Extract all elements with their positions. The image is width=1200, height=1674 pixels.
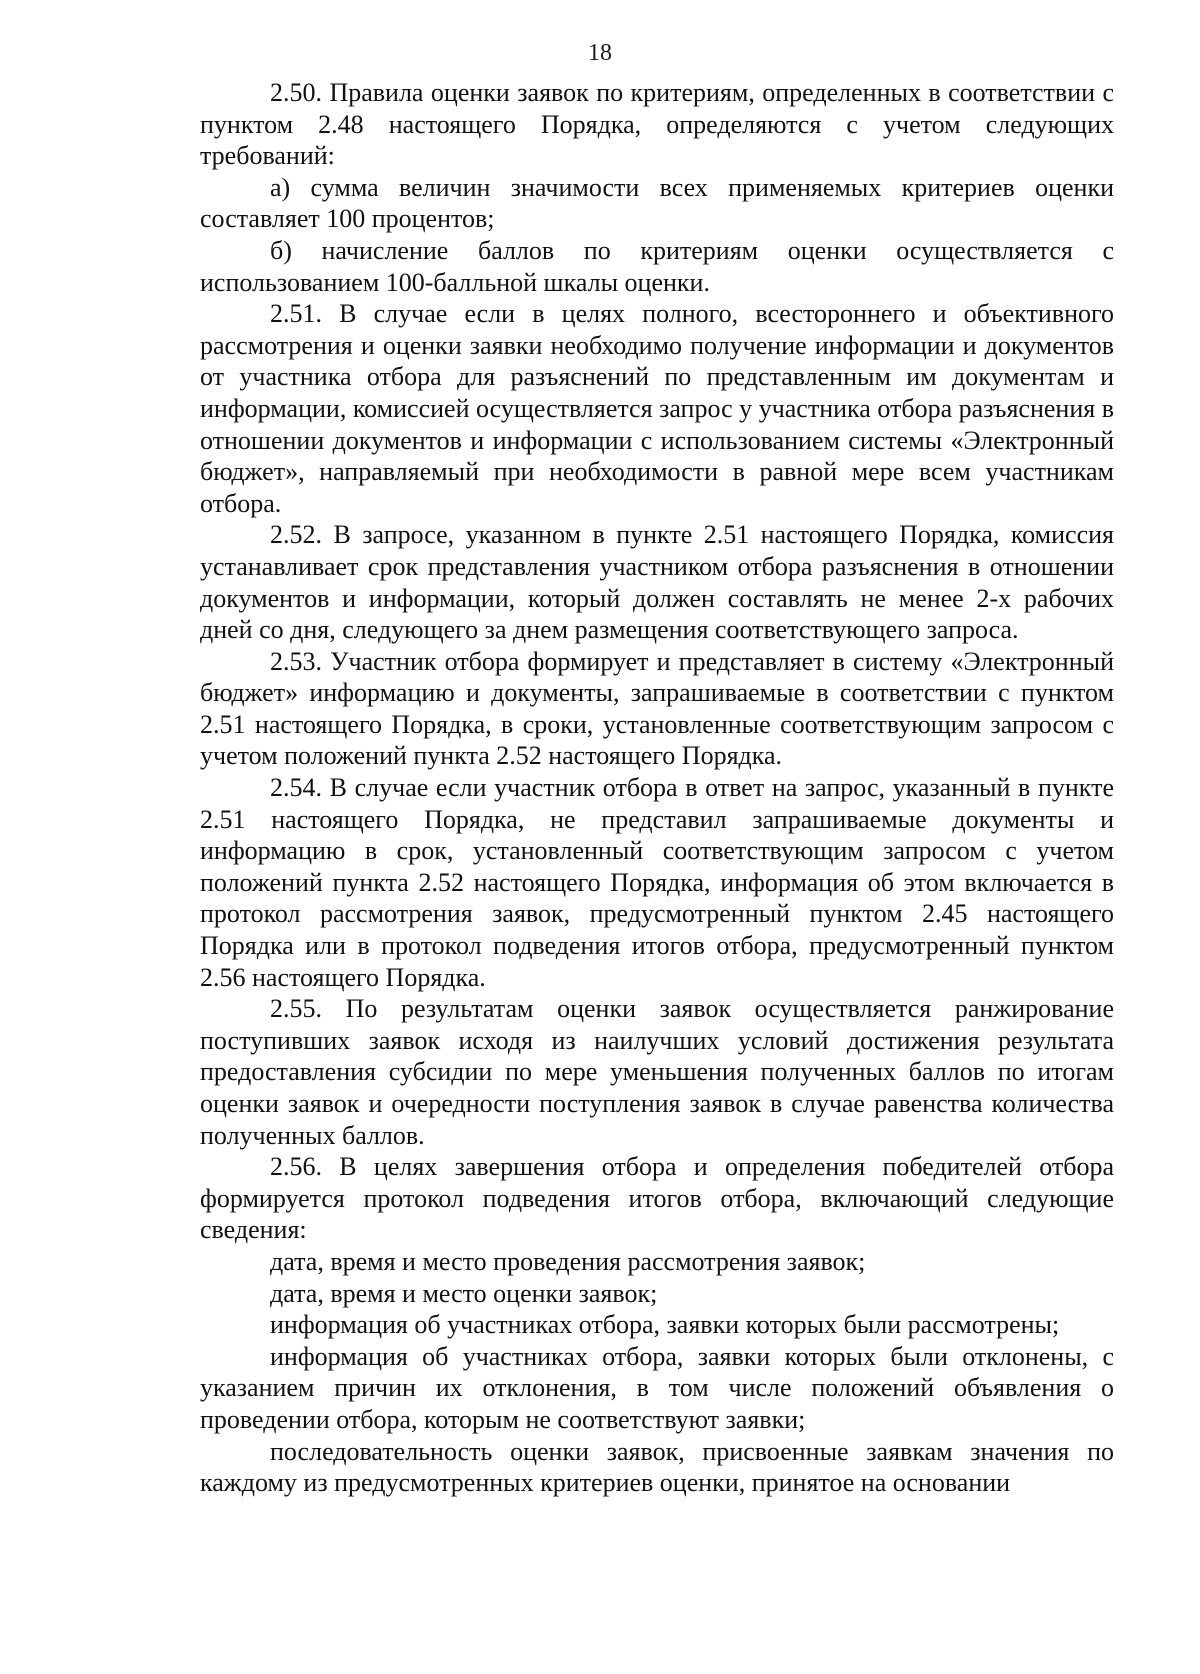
list-item-b: б) начисление баллов по критериям оценки осуществляется с использованием 100-балльной шкалы оценки.	[200, 235, 1114, 297]
list-item-evaluation-date: дата, время и место оценки заявок;	[270, 1278, 658, 1308]
list-item-review-date: дата, время и место проведения рассмотрения заявок;	[270, 1246, 866, 1276]
paragraph-2-55: 2.55. По результатам оценки заявок осуществляется ранжирование поступивших заявок исходя из наилучших условий достижения результата предоставления субсидии по мере уменьшения полученных баллов по итогам оценки заявок и очередности поступления заявок в случае равенства количества полученных баллов.	[200, 994, 1114, 1150]
list-item-reviewed-participants: информация об участниках отбора, заявки которых были рассмотрены;	[270, 1310, 1060, 1340]
list-item-rejected-participants: информация об участниках отбора, заявки которых были отклонены, с указанием причин их отклонения, в том числе положений объявления о проведении отбора, которым не соответствуют заявки;	[200, 1341, 1114, 1434]
document-body	[200, 77, 1114, 1499]
list-item-evaluation-sequence: последовательность оценки заявок, присвоенные заявкам значения по каждому из предусмотренных критериев оценки, принятое на основании	[200, 1436, 1114, 1498]
page-number: 18	[588, 40, 612, 66]
paragraph-2-52: 2.52. В запросе, указанном в пункте 2.51 настоящего Порядка, комиссия устанавливает срок представления участником отбора разъяснения в отношении документов и информации, который должен составлять не менее 2-х рабочих дней со дня, следующего за днем размещения соответствующего запроса.	[200, 520, 1114, 645]
paragraph-2-51: 2.51. В случае если в целях полного, всестороннего и объективного рассмотрения и оценки заявки необходимо получение информации и документов от участника отбора для разъяснений по представленным им документам и информации, комиссией осуществляется запрос у участника отбора разъяснения в отношении документов и информации с использованием системы «Электронный бюджет», направляемый при необходимости в равной мере всем участникам отбора.	[200, 299, 1114, 518]
paragraph-2-50: 2.50. Правила оценки заявок по критериям, определенных в соответствии с пунктом 2.48 настоящего Порядка, определяются с учетом следующих требований:	[200, 78, 1114, 171]
list-item-a: а) сумма величин значимости всех применяемых критериев оценки составляет 100 процентов;	[200, 172, 1114, 234]
paragraph-2-53: 2.53. Участник отбора формирует и представляет в систему «Электронный бюджет» информацию и документы, запрашиваемые в соответствии с пунктом 2.51 настоящего Порядка, в сроки, установленные соответствующим запросом с учетом положений пункта 2.52 настоящего Порядка.	[200, 646, 1114, 771]
paragraph-2-54: 2.54. В случае если участник отбора в ответ на запрос, указанный в пункте 2.51 настоящего Порядка, не представил запрашиваемые документы и информацию в срок, установленный соответствующим запросом с учетом положений пункта 2.52 настоящего Порядка, информация об этом включается в протокол рассмотрения заявок, предусмотренный пунктом 2.45 настоящего Порядка или в протокол подведения итогов отбора, предусмотренный пунктом 2.56 настоящего Порядка.	[200, 773, 1114, 992]
paragraph-2-56: 2.56. В целях завершения отбора и определения победителей отбора формируется протокол подведения итогов отбора, включающий следующие сведения:	[200, 1152, 1114, 1245]
